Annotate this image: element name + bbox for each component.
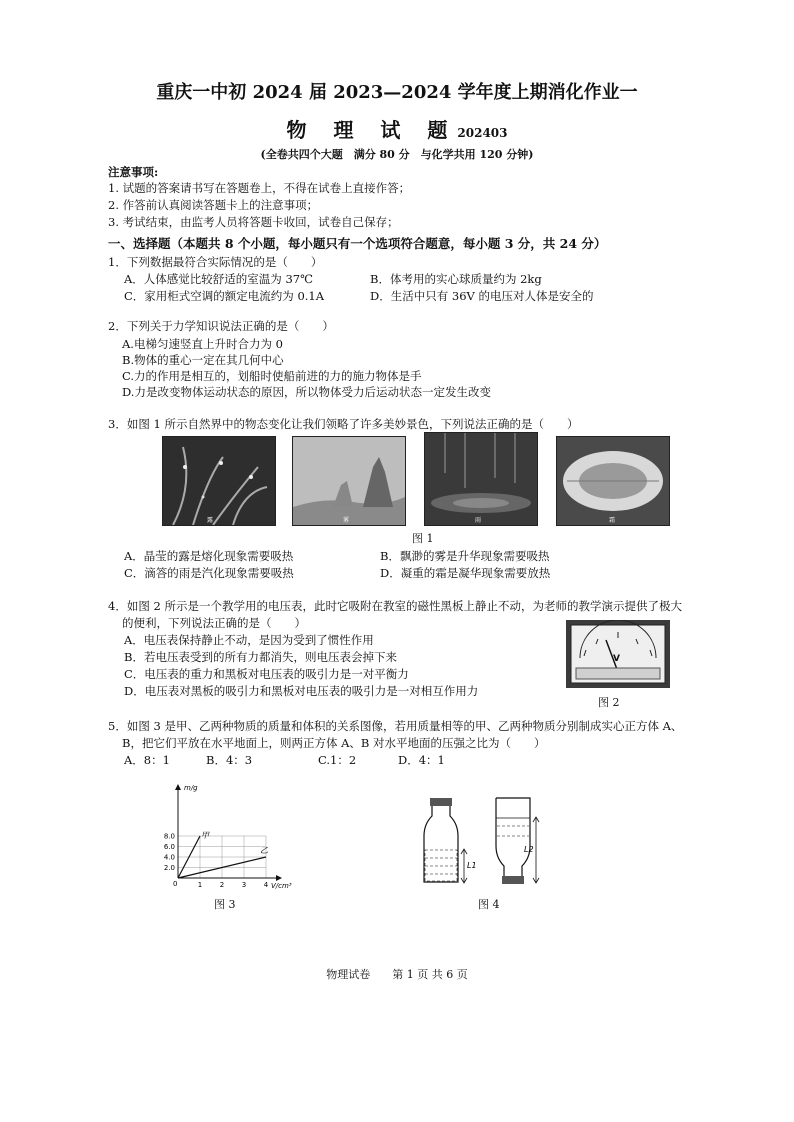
y-tick-label: 4.0 <box>163 853 175 862</box>
note-item: 1. 试题的答案请书写在答题卷上，不得在试卷上直接作答； <box>108 181 411 195</box>
q2-stem: 2．下列关于力学知识说法正确的是（ ） <box>108 319 334 333</box>
photo-label-dew: 露 <box>207 517 214 524</box>
x-tick-label: 2 <box>219 881 225 889</box>
q2-option-b: B.物体的重心一定在其几何中心 <box>122 353 284 367</box>
q3-option-a: A．晶莹的露是熔化现象需要吸热 <box>124 549 294 563</box>
q2-option-c: C.力的作用是相互的，划船时使船前进的力的施力物体是手 <box>122 369 422 383</box>
q4-option-a: A．电压表保持静止不动，是因为受到了惯性作用 <box>124 633 374 647</box>
photo-label-rain: 雨 <box>475 517 482 524</box>
bottles-figure <box>410 796 570 886</box>
voltmeter-photo <box>566 620 670 688</box>
label-L1: L1 <box>467 861 477 870</box>
x-tick-label: 1 <box>197 881 203 889</box>
exam-code: 202403 <box>457 126 508 140</box>
x-tick-label: 4 <box>263 881 269 889</box>
y-axis-label: m/g <box>184 784 198 792</box>
q3-stem: 3．如图 1 所示自然界中的物态变化让我们领略了许多美妙景色，下列说法正确的是（ ） <box>108 417 579 431</box>
voltmeter-symbol: V <box>613 654 620 664</box>
inverted-bottle <box>496 798 539 884</box>
mass-volume-chart <box>150 782 310 892</box>
series-label-2: 乙 <box>260 846 268 855</box>
y-tick-label: 6.0 <box>163 843 175 851</box>
q5-option-c: C.1：2 <box>318 753 357 767</box>
q1-option-b: B．体考用的实心球质量约为 2kg <box>370 272 542 286</box>
q4-option-d: D．电压表对黑板的吸引力和黑板对电压表的吸引力是一对相互作用力 <box>124 684 479 698</box>
series-label-1: 甲 <box>201 831 209 840</box>
photo-label-fog: 雾 <box>343 517 350 524</box>
q1-stem: 1．下列数据最符合实际情况的是（ ） <box>108 255 323 269</box>
upright-bottle <box>424 798 477 883</box>
q5-option-b: B．4：3 <box>206 753 253 767</box>
rain-photo <box>424 432 538 526</box>
q4-option-b: B．若电压表受到的所有力都消失，则电压表会掉下来 <box>124 650 397 664</box>
exam-title: 重庆一中初 2024 届 2023—2024 学年度上期消化作业一 <box>156 82 638 103</box>
subject-name: 物 理 试 题 <box>286 118 458 142</box>
x-axis-label: V/cm³ <box>271 882 292 890</box>
subject-title <box>0 114 794 143</box>
q1-option-d: D．生活中只有 36V 的电压对人体是安全的 <box>370 289 594 303</box>
q5-option-d: D．4：1 <box>398 753 445 767</box>
q5-stem-line2: B，把它们平放在水平地面上，则两正方体 A、B 对水平地面的压强之比为（ ） <box>122 736 546 750</box>
figure3-caption: 图 3 <box>214 898 236 911</box>
y-axis-arrow <box>175 784 181 790</box>
q5-option-a: A．8：1 <box>124 753 170 767</box>
q1-option-a: A．人体感觉比较舒适的室温为 37℃ <box>124 272 313 286</box>
notes-heading: 注意事项: <box>108 165 159 179</box>
label-L2: L2 <box>524 845 534 854</box>
figure1-caption: 图 1 <box>412 532 434 545</box>
q4-stem-line1: 4．如图 2 所示是一个教学用的电压表，此时它吸附在教室的磁性黑板上静止不动，为老师的教学演示提供了极大 <box>108 599 682 613</box>
figure2-caption: 图 2 <box>598 696 620 709</box>
q5-stem-line1: 5．如图 3 是甲、乙两种物质的质量和体积的关系图像，若用质量相等的甲、乙两种物质分别制成实心正方体 A、 <box>108 719 683 733</box>
q3-option-c: C．滴答的雨是汽化现象需要吸热 <box>124 566 294 580</box>
bottle-cap <box>430 798 452 806</box>
chart-grid <box>178 836 266 878</box>
fog-photo <box>292 436 406 526</box>
q3-option-b: B．飘渺的雾是升华现象需要吸热 <box>380 549 550 563</box>
note-item: 3. 考试结束，由监考人员将答题卡收回，试卷自己保存； <box>108 215 399 229</box>
figure4-caption: 图 4 <box>478 898 500 911</box>
photo-label-frost: 霜 <box>609 517 616 524</box>
q3-option-d: D．凝重的霜是凝华现象需要放热 <box>380 566 551 580</box>
q2-option-a: A.电梯匀速竖直上升时合力为 0 <box>122 337 283 351</box>
bottle-cap-inverted <box>502 876 524 884</box>
x-axis-arrow <box>276 875 282 881</box>
section-title: 一、选择题（本题共 8 个小题，每小题只有一个选项符合题意，每小题 3 分，共 24 分） <box>108 236 607 251</box>
water-level-1 <box>425 850 457 881</box>
q1-option-c: C．家用柜式空调的额定电流约为 0.1A <box>124 289 325 303</box>
note-item: 2. 作答前认真阅读答题卡上的注意事项； <box>108 198 319 212</box>
page-footer: 物理试卷 第 1 页 共 6 页 <box>326 968 468 981</box>
origin-label: 0 <box>173 880 178 888</box>
y-tick-label: 8.0 <box>163 832 175 841</box>
x-tick-label: 3 <box>241 881 247 889</box>
q2-option-d: D.力是改变物体运动状态的原因，所以物体受力后运动状态一定发生改变 <box>122 385 491 399</box>
exam-info: (全卷共四个大题 满分 80 分 与化学共用 120 分钟) <box>260 148 534 161</box>
q4-stem-line2: 的便利，下列说法正确的是（ ） <box>122 616 306 630</box>
frost-photo <box>556 436 670 526</box>
y-tick-label: 2.0 <box>163 864 175 872</box>
q4-option-c: C．电压表的重力和黑板对电压表的吸引力是一对平衡力 <box>124 667 409 681</box>
dew-photo <box>162 436 276 526</box>
